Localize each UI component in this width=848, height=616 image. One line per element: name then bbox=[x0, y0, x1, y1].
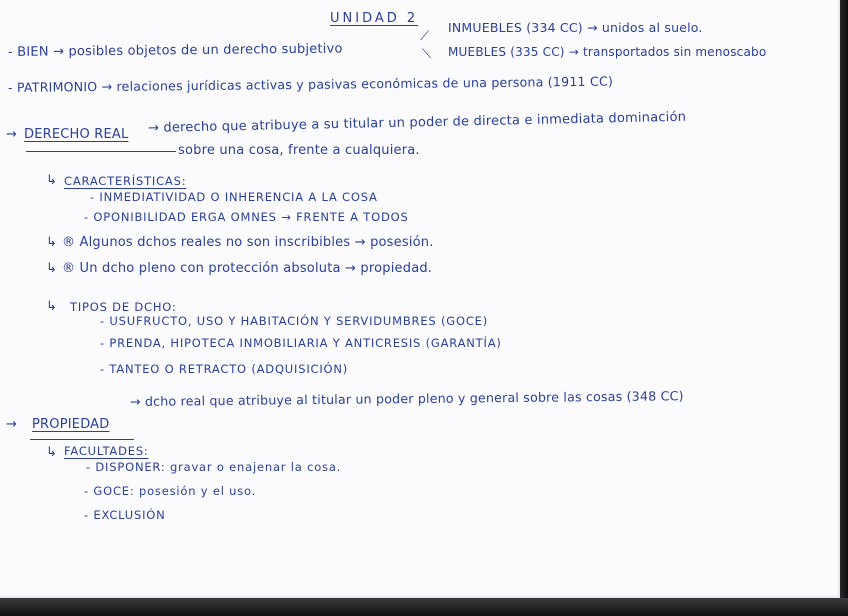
sub-arrow-icon: ↳ bbox=[46, 235, 58, 250]
tipos-label: TIPOS DE DCHO: bbox=[70, 300, 177, 314]
sub-arrow-icon: ↳ bbox=[46, 173, 58, 188]
facultad-item: - EXCLUSIÓN bbox=[84, 508, 166, 522]
sub-arrow-icon: ↳ bbox=[46, 299, 58, 314]
branch-arrow-up: ⟋ bbox=[420, 29, 430, 44]
scan-edge-bottom bbox=[0, 598, 848, 616]
propiedad-definition: → dcho real que atribuye al titular un poder pleno y general sobre las cosas (348 CC) bbox=[129, 388, 684, 409]
bien-line: - BIEN → posibles objetos de un derecho subjetivo bbox=[7, 41, 343, 60]
propiedad-label: PROPIEDAD bbox=[32, 417, 110, 432]
facultad-item: - DISPONER: gravar o enajenar la cosa. bbox=[86, 460, 342, 474]
sub-arrow-icon: ↳ bbox=[46, 261, 58, 276]
derecho-real-definition-1: → derecho que atribuye a su titular un poder de directa e inmediata dominación bbox=[147, 109, 687, 136]
caracteristica-item: - OPONIBILIDAD ERGA OMNES → FRENTE A TODOS bbox=[84, 210, 409, 224]
caracteristicas-label: CARACTERÍSTICAS: bbox=[64, 174, 187, 188]
tipo-item: - PRENDA, HIPOTECA INMOBILIARIA Y ANTICRESIS (GARANTÍA) bbox=[100, 336, 502, 350]
tipo-item: - TANTEO O RETRACTO (ADQUISICIÓN) bbox=[100, 362, 349, 376]
tipo-item: - USUFRUCTO, USO Y HABITACIÓN Y SERVIDUMBRES (GOCE) bbox=[100, 314, 489, 328]
muebles-line: MUEBLES (335 CC) → transportados sin menoscabo bbox=[448, 45, 767, 59]
arrow-right-icon: → bbox=[6, 127, 18, 142]
note-inscribibles: ® Algunos dchos reales no son inscribibles → posesión. bbox=[62, 235, 434, 250]
page-title: UNIDAD 2 bbox=[330, 11, 419, 26]
facultades-label: FACULTADES: bbox=[64, 444, 149, 458]
scan-edge-right bbox=[840, 0, 848, 616]
derecho-real-label: DERECHO REAL bbox=[24, 127, 129, 142]
facultad-item: - GOCE: posesión y el uso. bbox=[84, 484, 257, 498]
propiedad-underline bbox=[30, 439, 134, 440]
inmuebles-line: INMUEBLES (334 CC) → unidos al suelo. bbox=[448, 20, 703, 35]
branch-arrow-down: ⟍ bbox=[422, 47, 432, 62]
note-propiedad: ® Un dcho pleno con protección absoluta → propiedad. bbox=[62, 261, 433, 276]
patrimonio-line: - PATRIMONIO → relaciones jurídicas activas y pasivas económicas de una persona (1911 CC) bbox=[7, 73, 614, 95]
caracteristica-item: - INMEDIATIVIDAD O INHERENCIA A LA COSA bbox=[90, 190, 378, 204]
sub-arrow-icon: ↳ bbox=[46, 445, 58, 460]
derecho-real-underline bbox=[26, 151, 176, 152]
arrow-right-icon: → bbox=[6, 417, 18, 432]
derecho-real-definition-2: sobre una cosa, frente a cualquiera. bbox=[178, 143, 420, 158]
